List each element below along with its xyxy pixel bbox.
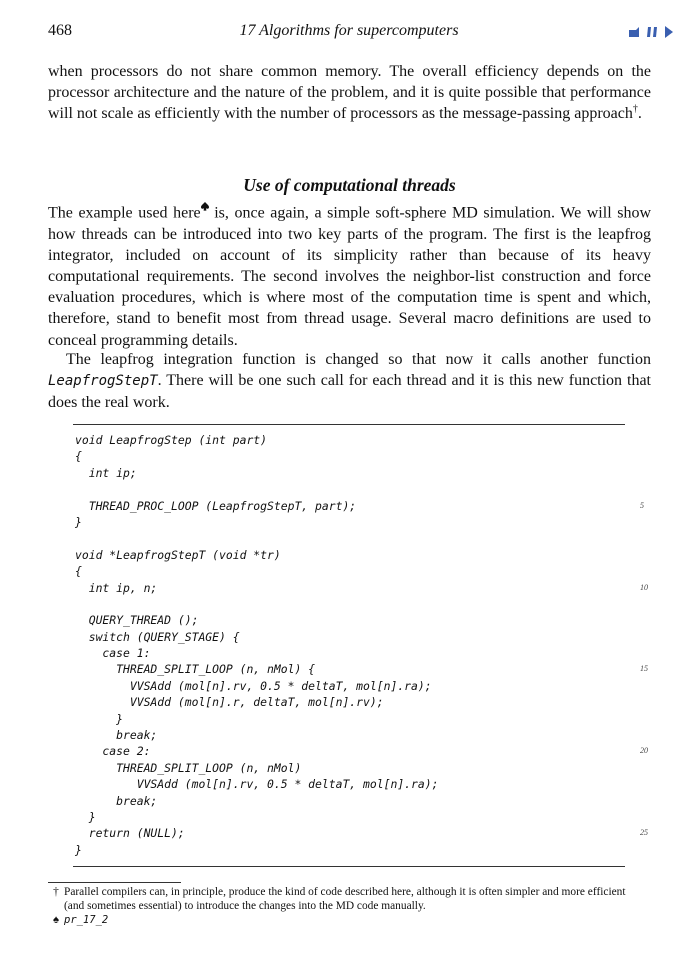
code-line xyxy=(75,793,635,809)
code-line xyxy=(75,580,648,596)
paragraph-intro xyxy=(48,202,651,351)
code-line xyxy=(75,612,635,628)
code-line-text: VVSAdd (mol[n].rv, 0.5 * deltaT, mol[n].ra); xyxy=(75,678,432,693)
code-line-text: QUERY_THREAD (); xyxy=(75,613,199,628)
footnote-text: Parallel compilers can, in principle, produce the kind of code described here, although it is often simpler and more efficient (and sometimes essential) to introduce the changes into the MD code manually. xyxy=(64,886,626,913)
line-number: 15 xyxy=(640,664,648,674)
code-line xyxy=(75,514,635,530)
code-line-text: { xyxy=(75,449,82,464)
footnote-dagger-mark: † xyxy=(53,886,59,898)
paragraph-leapfrog xyxy=(48,349,651,414)
code-line xyxy=(75,776,635,792)
code-line xyxy=(75,596,635,612)
code-line xyxy=(75,825,648,841)
code-line-text: THREAD_SPLIT_LOOP (n, nMol) { xyxy=(75,662,316,677)
footnote-2 xyxy=(48,913,658,927)
code-line xyxy=(75,481,635,497)
code-line xyxy=(75,563,635,579)
code-bottom-rule xyxy=(73,866,625,867)
footnote-separator xyxy=(48,882,181,883)
footnote-spade-mark: ♠ xyxy=(52,914,60,926)
code-line xyxy=(75,842,635,858)
paragraph-text-start: The example used here xyxy=(48,204,201,222)
code-line xyxy=(75,760,635,776)
chapter-title: 17 Algorithms for supercomputers xyxy=(239,22,459,39)
page-number: 468 xyxy=(48,22,72,39)
first-page-icon[interactable] xyxy=(628,26,640,38)
code-line-text: switch (QUERY_STAGE) { xyxy=(75,629,240,644)
code-line xyxy=(75,432,635,448)
code-line xyxy=(75,661,648,677)
program-file-name[interactable]: pr_17_2 xyxy=(64,914,109,926)
code-line-text: break; xyxy=(75,793,158,808)
code-line-text: void LeapfrogStep (int part) xyxy=(75,433,268,447)
code-line xyxy=(75,498,644,514)
paragraph-text-start: The leapfrog integration function is changed so that now it calls another function xyxy=(66,351,651,368)
code-line xyxy=(75,727,635,743)
line-number: 25 xyxy=(640,828,648,838)
code-line-text: } xyxy=(75,514,82,529)
footnote-1 xyxy=(48,885,658,913)
code-top-rule xyxy=(73,424,625,425)
code-listing xyxy=(75,432,648,858)
paragraph-text: when processors do not share common memory. The overall efficiency depends on the processor architecture and the nature of the problem, and it is quite possible that performance will not scale as efficiently with the number of processors as the message-passing approach xyxy=(48,63,651,123)
inline-code-function: LeapfrogStepT xyxy=(48,373,158,390)
code-line-text: THREAD_PROC_LOOP (LeapfrogStepT, part); xyxy=(75,498,357,513)
code-line xyxy=(75,448,635,464)
line-number: 5 xyxy=(640,500,644,510)
code-line-text: } xyxy=(75,711,124,726)
page-navigation xyxy=(628,25,674,39)
code-line xyxy=(75,743,648,759)
code-line-text: case 2: xyxy=(75,744,151,759)
code-line xyxy=(75,465,635,481)
code-line-text: } xyxy=(75,809,96,824)
code-line-text: VVSAdd (mol[n].r, deltaT, mol[n].rv); xyxy=(75,695,384,710)
code-line-text: VVSAdd (mol[n].rv, 0.5 * deltaT, mol[n].ra); xyxy=(75,777,439,792)
code-line-text: case 1: xyxy=(75,646,151,661)
line-number: 10 xyxy=(640,582,648,592)
code-line xyxy=(75,694,635,710)
paragraph-continued xyxy=(48,61,651,125)
line-number: 20 xyxy=(640,746,648,756)
code-line xyxy=(75,645,635,661)
program-reference-spade-icon[interactable] xyxy=(201,202,209,211)
running-header xyxy=(48,20,678,44)
code-line-text: break; xyxy=(75,728,158,743)
paragraph-text-rest: is, once again, a simple soft-sphere MD simulation. We will show how threads can be introduced into two key parts of the program. The first is the leapfrog integrator, included on account of its simplicity rather than because of its heavy computational requirements. The second involves the neighbor-list construction and force evaluation procedures, which is where most of the computation time is spent and which, therefore, stand to benefit most from thread usage. Several macro definitions are used to conceal programming details. xyxy=(48,204,651,349)
code-line xyxy=(75,678,635,694)
footnote-reference-dagger[interactable]: † xyxy=(632,104,638,116)
code-line xyxy=(75,809,635,825)
paragraph-text-rest: . There will be one such call for each thread and it is this new function that does the real work. xyxy=(48,372,651,412)
code-line xyxy=(75,711,635,727)
section-heading: Use of computational threads xyxy=(243,175,456,195)
code-line-text: return (NULL); xyxy=(75,826,185,841)
code-line xyxy=(75,547,635,563)
code-line-text: THREAD_SPLIT_LOOP (n, nMol) xyxy=(75,760,302,775)
code-line-text: int ip, n; xyxy=(75,580,158,595)
sentence-end: . xyxy=(637,105,642,123)
code-line xyxy=(75,629,635,645)
code-line-text: } xyxy=(75,842,82,857)
code-line xyxy=(75,530,635,546)
next-page-icon[interactable] xyxy=(664,26,674,38)
pause-icon[interactable] xyxy=(646,26,658,38)
code-line-text: { xyxy=(75,564,82,579)
code-line-text: int ip; xyxy=(75,465,137,480)
code-line-text: void *LeapfrogStepT (void *tr) xyxy=(75,547,281,562)
